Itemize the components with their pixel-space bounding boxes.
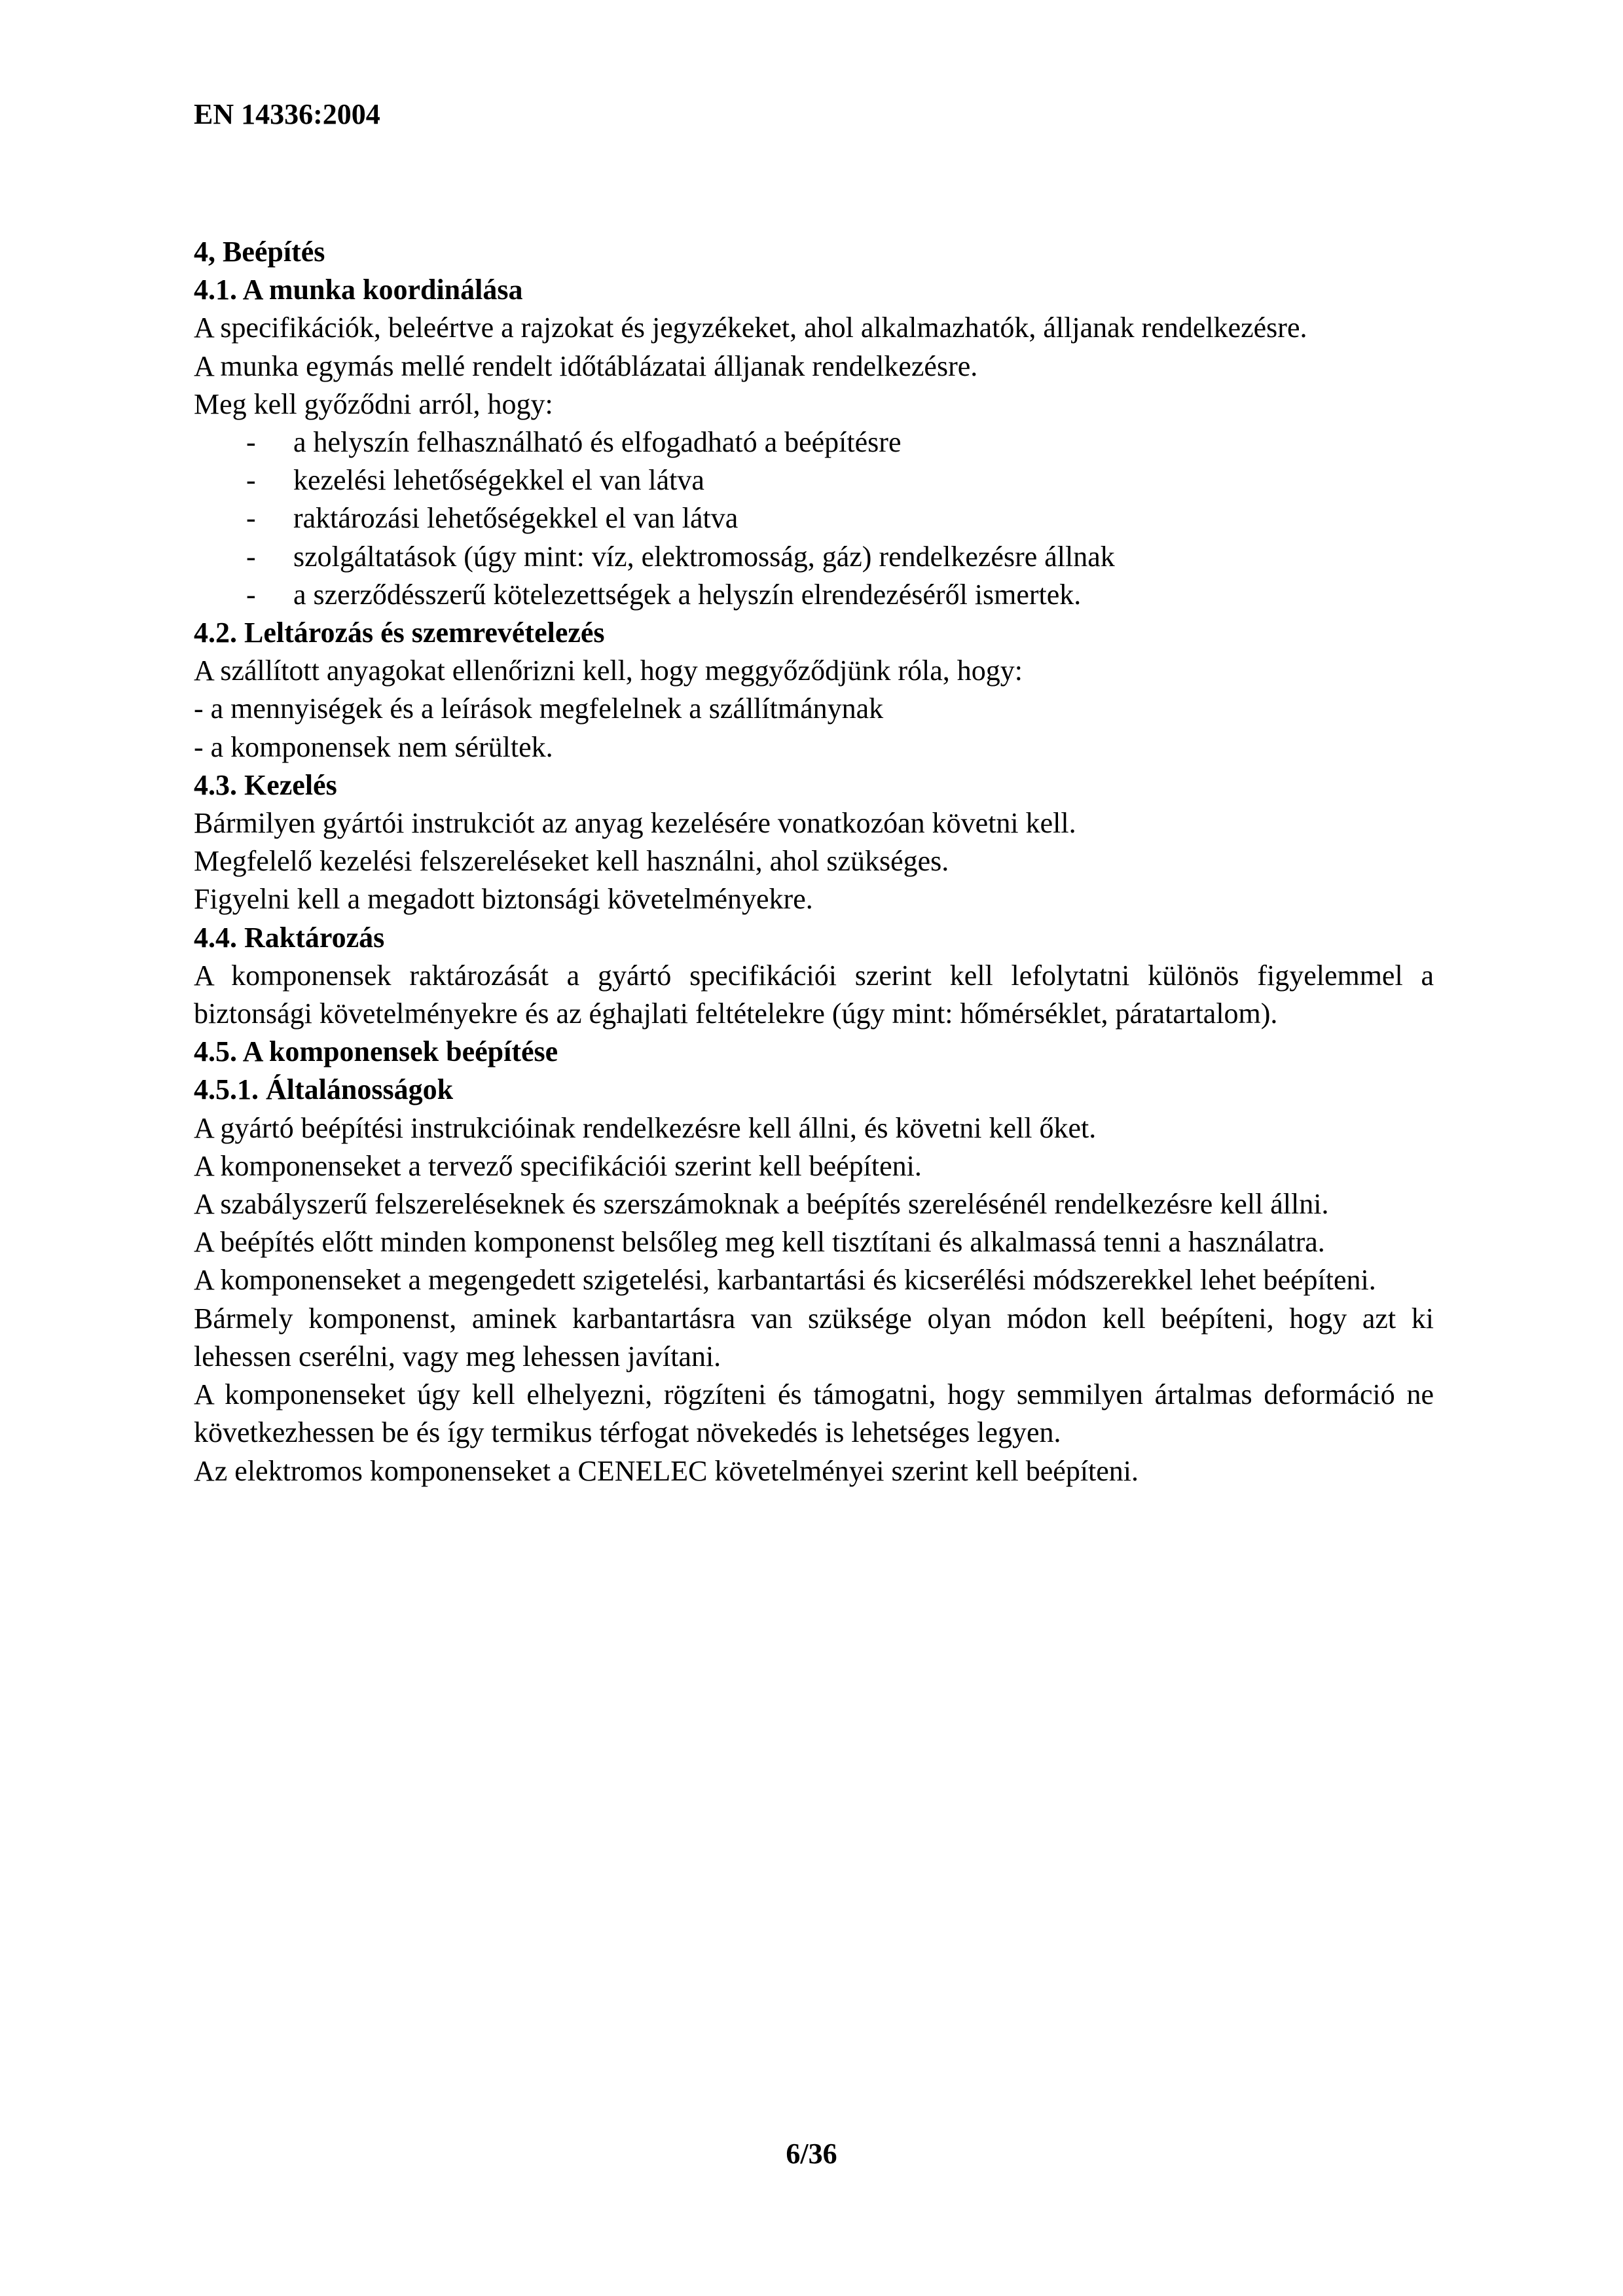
paragraph: Bármely komponenst, aminek karbantartásra van szüksége olyan módon kell beépíteni, hogy azt ki lehessen cserélni, vagy meg lehessen javítani.	[194, 1302, 1434, 1372]
paragraph: Bármilyen gyártói instrukciót az anyag kezelésére vonatkozóan követni kell.	[194, 807, 1076, 840]
section-heading-4-5-1: 4.5.1. Általánosságok	[194, 1073, 454, 1106]
dash-marker: -	[246, 578, 256, 611]
list-item-text: raktározási lehetőségekkel el van látva	[293, 502, 739, 535]
section-heading-4-4: 4.4. Raktározás	[194, 921, 385, 954]
dash-marker: -	[246, 502, 256, 535]
paragraph: A komponenseket a tervező specifikációi szerint kell beépíteni.	[194, 1149, 922, 1182]
list-item-text: kezelési lehetőségekkel el van látva	[293, 464, 704, 497]
paragraph: A komponenseket a megengedett szigetelési, karbantartási és kicserélési módszerekkel lehet beépíteni.	[194, 1264, 1376, 1297]
document-id: EN 14336:2004	[194, 98, 380, 130]
paragraph: A komponenseket úgy kell elhelyezni, rögzíteni és támogatni, hogy semmilyen ártalmas deformáció ne következhessen be és így termikus térfogat növekedés is lehetséges legyen.	[194, 1378, 1434, 1449]
list-item	[194, 499, 1434, 537]
list-item-text: szolgáltatások (úgy mint: víz, elektromosság, gáz) rendelkezésre állnak	[293, 540, 1115, 573]
document-body	[194, 233, 1434, 1490]
dash-list	[194, 423, 1434, 614]
list-item	[194, 576, 1434, 614]
paragraph: A szabályszerű felszereléseknek és szerszámoknak a beépítés szerelésénél rendelkezésre kell állni.	[194, 1188, 1329, 1221]
section-heading-4-5: 4.5. A komponensek beépítése	[194, 1035, 558, 1068]
list-item	[194, 461, 1434, 499]
paragraph: - a komponensek nem sérültek.	[194, 730, 553, 763]
section-heading-4-2: 4.2. Leltározás és szemrevételezés	[194, 617, 605, 649]
dash-marker: -	[246, 426, 256, 459]
list-item-text: a szerződésszerű kötelezettségek a helyszín elrendezéséről ismertek.	[293, 578, 1082, 611]
paragraph: A szállított anyagokat ellenőrizni kell, hogy meggyőződjünk róla, hogy:	[194, 655, 1023, 687]
dash-marker: -	[246, 540, 256, 573]
list-item-text: a helyszín felhasználható és elfogadható a beépítésre	[293, 426, 902, 459]
section-heading-4: 4, Beépítés	[194, 236, 325, 268]
paragraph: A gyártó beépítési instrukcióinak rendelkezésre kell állni, és követni kell őket.	[194, 1111, 1097, 1144]
paragraph: A beépítés előtt minden komponenst belsőleg meg kell tisztítani és alkalmassá tenni a használatra.	[194, 1226, 1325, 1259]
paragraph: Az elektromos komponenseket a CENELEC követelményei szerint kell beépíteni.	[194, 1454, 1139, 1487]
paragraph: - a mennyiségek és a leírások megfelelnek a szállítmánynak	[194, 692, 884, 725]
list-item	[194, 423, 1434, 461]
section-heading-4-3: 4.3. Kezelés	[194, 768, 337, 801]
section-heading-4-1: 4.1. A munka koordinálása	[194, 274, 523, 306]
paragraph: Meg kell győződni arról, hogy:	[194, 387, 553, 420]
paragraph: Megfelelő kezelési felszereléseket kell használni, ahol szükséges.	[194, 845, 949, 878]
paragraph: A komponensek raktározását a gyártó specifikációi szerint kell lefolytatni különös figyelemmel a biztonsági követelményekre és az éghajlati feltételekre (úgy mint: hőmérséklet, páratartalom).	[194, 959, 1434, 1030]
paragraph: Figyelni kell a megadott biztonsági követelményekre.	[194, 883, 813, 916]
paragraph: A specifikációk, beleértve a rajzokat és jegyzékeket, ahol alkalmazhatók, álljanak rendelkezésre.	[194, 312, 1307, 344]
paragraph: A munka egymás mellé rendelt időtáblázatai álljanak rendelkezésre.	[194, 350, 978, 382]
page-number: 6/36	[786, 2138, 837, 2170]
list-item	[194, 538, 1434, 576]
dash-marker: -	[246, 464, 256, 497]
